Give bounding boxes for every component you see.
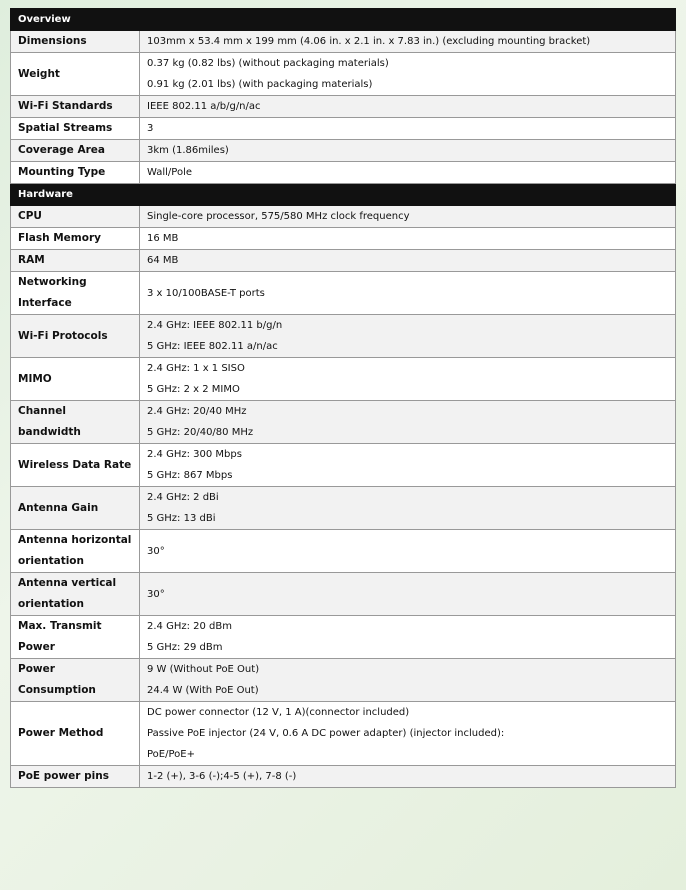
spec-value	[140, 444, 676, 487]
spec-value	[140, 31, 676, 53]
spec-row-channel-bandwidth	[11, 401, 676, 444]
spec-value	[140, 206, 676, 228]
spec-value-line: 0.37 kg (0.82 lbs) (without packaging materials)	[147, 58, 389, 69]
spec-value-line: 2.4 GHz: 20/40 MHz	[147, 406, 247, 417]
spec-label: RAM	[11, 250, 140, 272]
spec-row-poe-power-pins	[11, 766, 676, 788]
spec-label: Power Method	[11, 702, 140, 766]
spec-label: Wi-Fi Protocols	[11, 315, 140, 358]
spec-value	[140, 766, 676, 788]
spec-value-line: 24.4 W (With PoE Out)	[147, 685, 259, 696]
spec-value-line: Single-core processor, 575/580 MHz clock frequency	[147, 211, 410, 222]
spec-value	[140, 250, 676, 272]
spec-value-line: 5 GHz: 13 dBi	[147, 513, 216, 524]
spec-value-line: 3 x 10/100BASE-T ports	[147, 287, 265, 299]
spec-row-coverage-area	[11, 140, 676, 162]
spec-value-line: 3km (1.86miles)	[147, 145, 229, 156]
spec-row-antenna-vertical-orientation	[11, 573, 676, 616]
spec-table	[10, 8, 676, 788]
spec-value-line: 64 MB	[147, 255, 179, 266]
section-header-hardware	[11, 184, 676, 206]
spec-row-power-method	[11, 702, 676, 766]
spec-value-line: DC power connector (12 V, 1 A)(connector included)	[147, 707, 410, 718]
spec-label: Wireless Data Rate	[11, 444, 140, 487]
spec-value	[140, 53, 676, 96]
spec-value-line: 5 GHz: 2 x 2 MIMO	[147, 384, 240, 395]
spec-value	[140, 140, 676, 162]
section-title: Hardware	[11, 184, 676, 206]
spec-value-line: 2.4 GHz: 20 dBm	[147, 621, 232, 632]
spec-value	[140, 96, 676, 118]
spec-label: Coverage Area	[11, 140, 140, 162]
spec-label: Weight	[11, 53, 140, 96]
spec-value-line: 30°	[147, 588, 165, 600]
spec-value-line: Wall/Pole	[147, 167, 193, 178]
spec-label: CPU	[11, 206, 140, 228]
section-title: Overview	[11, 9, 676, 31]
spec-value-line: 0.91 kg (2.01 lbs) (with packaging materials)	[147, 79, 373, 90]
spec-value-line: 5 GHz: 867 Mbps	[147, 470, 233, 481]
spec-table-body	[11, 9, 676, 788]
spec-row-dimensions	[11, 31, 676, 53]
spec-label: Wi-Fi Standards	[11, 96, 140, 118]
spec-value	[140, 573, 676, 616]
spec-label: Antenna vertical orientation	[11, 573, 140, 616]
spec-value-line: 2.4 GHz: 300 Mbps	[147, 449, 242, 460]
spec-value-line: 2.4 GHz: 1 x 1 SISO	[147, 363, 245, 374]
spec-value	[140, 118, 676, 140]
spec-value	[140, 659, 676, 702]
spec-value	[140, 487, 676, 530]
spec-value-line: 16 MB	[147, 233, 179, 244]
spec-label: Antenna horizontal orientation	[11, 530, 140, 573]
spec-row-wireless-data-rate	[11, 444, 676, 487]
spec-label: Power Consumption	[11, 659, 140, 702]
spec-row-wi-fi-standards	[11, 96, 676, 118]
spec-value-line: 3	[147, 123, 154, 134]
spec-value-line: 9 W (Without PoE Out)	[147, 664, 260, 675]
spec-label: Flash Memory	[11, 228, 140, 250]
spec-value-line: 103mm x 53.4 mm x 199 mm (4.06 in. x 2.1 in. x 7.83 in.) (excluding mounting bracket)	[147, 36, 591, 47]
spec-value-line: 2.4 GHz: 2 dBi	[147, 492, 219, 503]
spec-value	[140, 162, 676, 184]
spec-value-line: PoE/PoE+	[147, 749, 195, 760]
spec-value-line: IEEE 802.11 a/b/g/n/ac	[147, 101, 261, 112]
spec-value	[140, 228, 676, 250]
spec-value	[140, 272, 676, 315]
spec-value-line: 1-2 (+), 3-6 (-);4-5 (+), 7-8 (-)	[147, 771, 297, 782]
spec-value-line: Passive PoE injector (24 V, 0.6 A DC power adapter) (injector included):	[147, 728, 505, 739]
spec-label: Networking Interface	[11, 272, 140, 315]
spec-label: Spatial Streams	[11, 118, 140, 140]
spec-value-line: 30°	[147, 545, 165, 557]
spec-row-weight	[11, 53, 676, 96]
spec-value-line: 2.4 GHz: IEEE 802.11 b/g/n	[147, 320, 283, 331]
spec-label: Antenna Gain	[11, 487, 140, 530]
spec-row-flash-memory	[11, 228, 676, 250]
spec-label: PoE power pins	[11, 766, 140, 788]
spec-value	[140, 530, 676, 573]
spec-value	[140, 702, 676, 766]
spec-row-cpu	[11, 206, 676, 228]
spec-row-wi-fi-protocols	[11, 315, 676, 358]
spec-label: Channel bandwidth	[11, 401, 140, 444]
spec-row-antenna-gain	[11, 487, 676, 530]
spec-row-max-transmit-power	[11, 616, 676, 659]
spec-value-line: 5 GHz: 29 dBm	[147, 642, 223, 653]
spec-label: Dimensions	[11, 31, 140, 53]
spec-row-mounting-type	[11, 162, 676, 184]
spec-value-line: 5 GHz: IEEE 802.11 a/n/ac	[147, 341, 278, 352]
spec-row-spatial-streams	[11, 118, 676, 140]
spec-row-antenna-horizontal-orientation	[11, 530, 676, 573]
spec-value	[140, 401, 676, 444]
spec-row-mimo	[11, 358, 676, 401]
spec-label: MIMO	[11, 358, 140, 401]
spec-row-ram	[11, 250, 676, 272]
spec-value-line: 5 GHz: 20/40/80 MHz	[147, 427, 254, 438]
section-header-overview	[11, 9, 676, 31]
spec-value	[140, 358, 676, 401]
spec-row-networking-interface	[11, 272, 676, 315]
spec-label: Max. Transmit Power	[11, 616, 140, 659]
spec-label: Mounting Type	[11, 162, 140, 184]
spec-row-power-consumption	[11, 659, 676, 702]
spec-value	[140, 315, 676, 358]
spec-value	[140, 616, 676, 659]
